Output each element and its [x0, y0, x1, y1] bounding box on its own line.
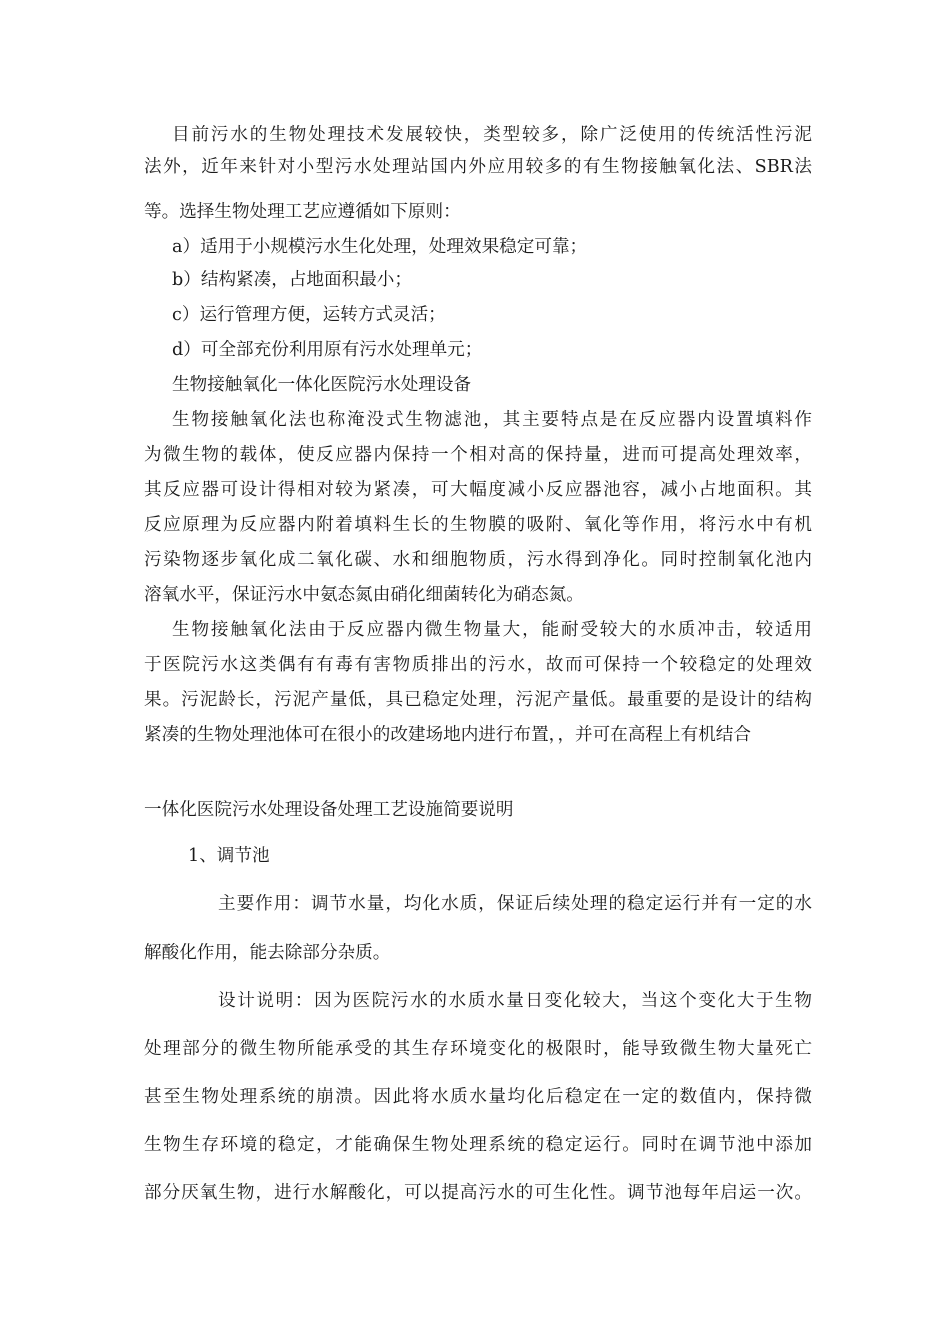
- design-note-line-5: 部分厌氧生物，进行水解酸化，可以提高污水的可生化性。调节池每年启运一次。: [144, 1183, 812, 1203]
- para1-line-3: 其反应器可设计得相对较为紧凑，可大幅度减小反应器池容，减小占地面积。其: [144, 480, 812, 500]
- para1-line-1: 生物接触氧化法也称淹没式生物滤池，其主要特点是在反应器内设置填料作: [172, 410, 812, 430]
- principle-d: d）可全部充份利用原有污水处理单元；: [172, 340, 483, 360]
- intro-line-1: 目前污水的生物处理技术发展较快，类型较多，除广泛使用的传统活性污泥: [172, 125, 812, 145]
- design-note-line-2: 处理部分的微生物所能承受的其生存环境变化的极限时，能导致微生物大量死亡: [144, 1039, 812, 1059]
- intro-line-3: 等。选择生物处理工艺应遵循如下原则：: [144, 202, 461, 222]
- para2-line-2: 于医院污水这类偶有有毒有害物质排出的污水，故而可保持一个较稳定的处理效: [144, 655, 812, 675]
- design-note-line-3: 甚至生物处理系统的崩溃。因此将水质水量均化后稳定在一定的数值内，保持微: [144, 1087, 812, 1107]
- main-function-line-2: 解酸化作用，能去除部分杂质。: [144, 943, 391, 963]
- para1-line-2: 为微生物的载体，使反应器内保持一个相对高的保持量，进而可提高处理效率，: [144, 445, 812, 465]
- item1-title: 1、调节池: [188, 846, 270, 866]
- principle-b: b）结构紧凑，占地面积最小；: [172, 270, 412, 290]
- intro-line-2: 法外，近年来针对小型污水处理站国内外应用较多的有生物接触氧化法、SBR法: [144, 157, 812, 177]
- section2-title: 一体化医院污水处理设备处理工艺设施简要说明: [144, 800, 514, 820]
- para1-line-6: 溶氧水平，保证污水中氨态氮由硝化细菌转化为硝态氮。: [144, 585, 584, 605]
- principle-c: c）运行管理方便，运转方式灵活；: [172, 305, 446, 325]
- main-function-line-1: 主要作用：调节水量，均化水质，保证后续处理的稳定运行并有一定的水: [218, 894, 812, 914]
- para2-line-1: 生物接触氧化法由于反应器内微生物量大，能耐受较大的水质冲击，较适用: [172, 620, 812, 640]
- para2-line-4: 紧凑的生物处理池体可在很小的改建场地内进行布置，，并可在高程上有机结合: [144, 725, 751, 745]
- subtitle: 生物接触氧化一体化医院污水处理设备: [172, 375, 472, 395]
- design-note-line-4: 生物生存环境的稳定，才能确保生物处理系统的稳定运行。同时在调节池中添加: [144, 1135, 812, 1155]
- para1-line-4: 反应原理为反应器内附着填料生长的生物膜的吸附、氧化等作用，将污水中有机: [144, 515, 812, 535]
- principle-a: a）适用于小规模污水生化处理，处理效果稳定可靠；: [172, 237, 588, 257]
- design-note-line-1: 设计说明：因为医院污水的水质水量日变化较大，当这个变化大于生物: [218, 991, 812, 1011]
- para2-line-3: 果。污泥龄长，污泥产量低，具已稳定处理，污泥产量低。最重要的是设计的结构: [144, 690, 812, 710]
- para1-line-5: 污染物逐步氧化成二氧化碳、水和细胞物质，污水得到净化。同时控制氧化池内: [144, 550, 812, 570]
